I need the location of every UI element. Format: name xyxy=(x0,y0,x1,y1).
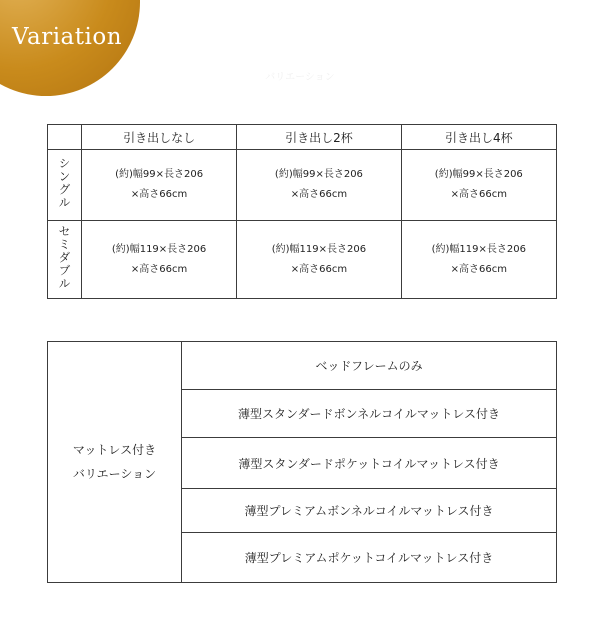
size-table xyxy=(47,124,557,299)
mattress-variation-table xyxy=(47,341,557,583)
table-row xyxy=(48,342,557,390)
row-label: シングル xyxy=(56,157,71,209)
row-header-single xyxy=(48,150,82,221)
size-line: (約)幅99×長さ206 xyxy=(115,169,204,180)
size-cell xyxy=(81,221,236,299)
label-line: バリエーション xyxy=(72,467,157,481)
size-line: ×高さ66cm xyxy=(450,263,507,275)
row-header-semi-double xyxy=(48,221,82,299)
label-line: マットレス付き xyxy=(72,443,157,457)
variation-option: 薄型プレミアムボンネルコイルマットレス付き xyxy=(182,489,557,533)
column-header-no-drawer: 引き出しなし xyxy=(81,125,236,150)
column-header-4-drawers: 引き出し4杯 xyxy=(401,125,556,150)
size-cell xyxy=(401,150,556,221)
mattress-variation-label xyxy=(48,342,182,583)
variation-option: 薄型スタンダードボンネルコイルマットレス付き xyxy=(182,390,557,438)
variation-option: ベッドフレームのみ xyxy=(182,342,557,390)
size-line: ×高さ66cm xyxy=(290,263,348,275)
size-line: (約)幅99×長さ206 xyxy=(274,169,363,180)
size-line: (約)幅119×長さ206 xyxy=(431,243,526,255)
row-label: セミダブル xyxy=(56,225,71,290)
page-title: Variation xyxy=(12,24,123,50)
size-line: ×高さ66cm xyxy=(130,189,188,200)
size-line: ×高さ66cm xyxy=(130,263,188,275)
size-cell xyxy=(81,150,236,221)
page-subtitle: バリエーション xyxy=(265,72,335,83)
variation-option: 薄型プレミアムポケットコイルマットレス付き xyxy=(182,533,557,583)
size-cell xyxy=(237,221,401,299)
size-line: (約)幅119×長さ206 xyxy=(271,243,367,255)
table-row xyxy=(48,150,557,221)
variation-option: 薄型スタンダードポケットコイルマットレス付き xyxy=(182,438,557,489)
column-header-2-drawers: 引き出し2杯 xyxy=(237,125,401,150)
size-cell xyxy=(401,221,556,299)
size-cell xyxy=(237,150,401,221)
size-table-corner xyxy=(48,125,82,150)
size-table-header-row xyxy=(48,125,557,150)
size-line: ×高さ66cm xyxy=(290,189,348,200)
size-line: (約)幅99×長さ206 xyxy=(434,169,523,180)
table-row xyxy=(48,221,557,299)
size-line: ×高さ66cm xyxy=(450,189,507,200)
size-line: (約)幅119×長さ206 xyxy=(111,243,207,255)
